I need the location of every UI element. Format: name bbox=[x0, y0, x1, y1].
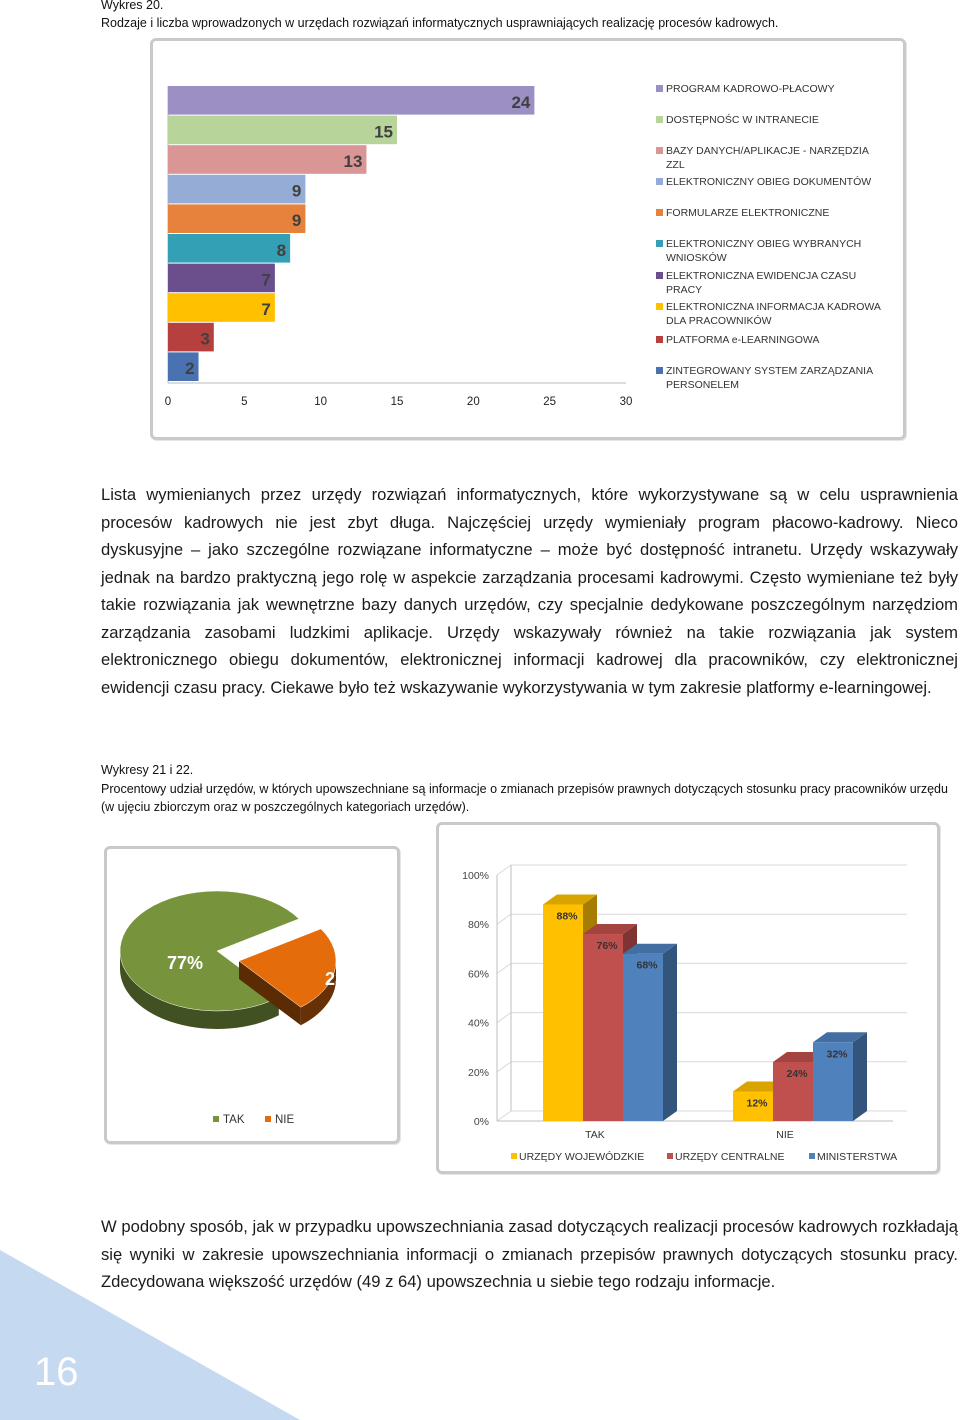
legend-swatch bbox=[656, 303, 663, 310]
column-value-label: 88% bbox=[556, 910, 578, 923]
column-value-label: 76% bbox=[596, 940, 618, 953]
x-tick-label: 0 bbox=[164, 396, 172, 408]
x-tick-label: 15 bbox=[390, 396, 404, 408]
paragraph-regulations-info: W podobny sposób, jak w przypadku upowszechniania zasad dotyczących realizacji procesów kadrowych rozkładają się wyniki w zakresie upowszechniania informacji o zmianach przepisów prawnych dotyczących stosunku pracy. Zdecydowana większość urzędów (49 z 64) upowszechnia u siebie tego rodzaju informacje. bbox=[101, 1217, 958, 1291]
pie-label-tak: 77% bbox=[166, 953, 204, 973]
legend-swatch-tak bbox=[213, 1116, 219, 1122]
legend-swatch bbox=[667, 1153, 673, 1159]
page-number: 16 bbox=[34, 1350, 79, 1394]
bar-value-label: 13 bbox=[343, 152, 363, 171]
bar-value-label: 3 bbox=[200, 329, 210, 349]
bar-value-label: 9 bbox=[291, 181, 302, 201]
legend-label: ZINTEGROWANY SYSTEM ZARZĄDZANIA bbox=[666, 365, 874, 377]
column-value-label: 68% bbox=[636, 959, 658, 972]
legend-swatch bbox=[656, 85, 663, 92]
charts2122-label: Wykresy 21 i 22. bbox=[101, 763, 194, 777]
chart22-column-chart bbox=[439, 825, 937, 1171]
bar bbox=[168, 264, 275, 293]
column-front bbox=[543, 905, 583, 1121]
y-tick-label: 60% bbox=[467, 968, 489, 981]
grid-diag bbox=[497, 914, 511, 924]
bar bbox=[168, 293, 275, 322]
x-tick-label: 30 bbox=[619, 396, 633, 408]
legend-swatch bbox=[656, 178, 663, 185]
legend-label: DLA PRACOWNIKÓW bbox=[666, 315, 772, 327]
x-tick-label: 25 bbox=[543, 396, 557, 408]
bar bbox=[168, 145, 366, 174]
chart20-label: Wykres 20. bbox=[101, 0, 164, 12]
chart20-caption: Rodzaje i liczba wprowadzonych w urzędach rozwiązań informatycznych usprawniających realizację procesów kadrowych. bbox=[101, 16, 779, 30]
legend-swatch bbox=[656, 272, 663, 279]
legend-swatch-nie bbox=[265, 1116, 271, 1122]
bar bbox=[168, 234, 290, 263]
legend-label: PLATFORMA e-LEARNINGOWA bbox=[666, 334, 820, 346]
x-tick-label: 20 bbox=[466, 396, 480, 408]
bar-value-label: 24 bbox=[511, 92, 531, 112]
bar bbox=[168, 204, 305, 233]
legend-label: PERSONELEM bbox=[666, 379, 739, 391]
chart21-frame bbox=[104, 846, 400, 1144]
legend-label: PRACY bbox=[666, 284, 703, 296]
bar-value-label: 7 bbox=[261, 300, 271, 319]
bar bbox=[168, 116, 397, 145]
x-category-label: NIE bbox=[776, 1129, 794, 1141]
legend-label: FORMULARZE ELEKTRONICZNE bbox=[666, 207, 830, 219]
legend-swatch bbox=[809, 1153, 815, 1159]
legend-swatch bbox=[656, 240, 663, 247]
grid-diag bbox=[497, 865, 511, 875]
legend-label: ZZL bbox=[666, 159, 685, 171]
legend-label-tak: TAK bbox=[223, 1114, 245, 1126]
legend-label: PROGRAM KADROWO-PŁACOWY bbox=[666, 83, 835, 95]
y-tick-label: 80% bbox=[467, 919, 489, 932]
y-tick-label: 40% bbox=[467, 1017, 489, 1030]
legend-label: ELEKTRONICZNA EWIDENCJA CZASU bbox=[666, 270, 857, 282]
legend-swatch bbox=[656, 209, 663, 216]
column-side bbox=[853, 1032, 867, 1121]
legend-swatch bbox=[656, 116, 663, 123]
legend-label-nie: NIE bbox=[275, 1114, 295, 1126]
grid-diag bbox=[497, 1062, 511, 1072]
legend-swatch bbox=[511, 1153, 517, 1159]
column-front bbox=[623, 954, 663, 1121]
legend-label: MINISTERSTWA bbox=[817, 1151, 898, 1163]
bar-value-label: 9 bbox=[291, 211, 302, 231]
bar bbox=[168, 175, 305, 204]
column-side bbox=[663, 944, 677, 1121]
legend-label: BAZY DANYCH/APLIKACJE - NARZĘDZIA bbox=[666, 145, 869, 157]
bar bbox=[168, 86, 534, 115]
legend-label: ELEKTRONICZNY OBIEG WYBRANYCH bbox=[666, 238, 862, 250]
grid-diag bbox=[497, 1111, 511, 1121]
column-value-label: 32% bbox=[826, 1048, 848, 1061]
bar-value-label: 15 bbox=[374, 122, 393, 142]
bar-value-label: 2 bbox=[185, 359, 195, 379]
legend-swatch bbox=[656, 367, 663, 374]
column-front bbox=[583, 934, 623, 1121]
legend-label: ELEKTRONICZNA INFORMACJA KADROWA bbox=[666, 301, 881, 313]
grid-diag bbox=[497, 1013, 511, 1023]
legend-label: URZĘDY CENTRALNE bbox=[675, 1151, 785, 1163]
x-tick-label: 5 bbox=[241, 396, 248, 408]
chart21-pie-chart bbox=[107, 849, 397, 1141]
legend-swatch bbox=[656, 336, 663, 343]
legend-label: WNIOSKÓW bbox=[666, 252, 727, 264]
pie-label-nie: 23% bbox=[324, 969, 362, 989]
y-tick-label: 20% bbox=[467, 1066, 489, 1079]
paragraph-it-solutions: Lista wymienianych przez urzędy rozwiązań informatycznych, które wykorzystywane są w celu usprawnienia procesów kadrowych nie jest zbyt długa. Najczęściej urzędy wymieniały program płacowo-kadrowy. Nieco dyskusyjne – jako szczególne rozwiązane informatyczne – może być dostępność intranetu. Urzędy wskazywały jednak na bardzo praktyczną jego rolę w aspekcie zarządzania procesami kadrowymi. Często wymieniane też były takie rozwiązania jak wewnętrzne bazy danych urzędów, czy specjalnie dedykowane poszczególnym narzędziom zarządzania zasobami ludzkimi aplikacje. Urzędy wskazywały również na takie rozwiązania jak system elektronicznego obiegu dokumentów, elektronicznej informacji kadrowej dla pracowników, czy elektronicznej ewidencji czasu pracy. Ciekawe było też wskazywanie wykorzystywania w tym zakresie platformy e-learningowej. bbox=[101, 485, 958, 697]
bar-value-label: 7 bbox=[261, 270, 271, 290]
legend-label: ELEKTRONICZNY OBIEG DOKUMENTÓW bbox=[666, 176, 872, 188]
grid-diag bbox=[497, 963, 511, 973]
y-tick-label: 100% bbox=[462, 870, 489, 882]
charts2122-caption: Procentowy udział urzędów, w których upowszechniane są informacje o zmianach przepisów prawnych dotyczących stosunku pracy pracowników urzędu (w ujęciu zbiorczym oraz w poszczególnych kategoriach urzędów). bbox=[101, 782, 948, 814]
chart22-frame bbox=[436, 822, 940, 1174]
column-value-label: 24% bbox=[786, 1067, 808, 1080]
legend-label: DOSTĘPNOŚC W INTRANECIE bbox=[666, 114, 819, 126]
bar-value-label: 8 bbox=[276, 240, 287, 260]
y-tick-label: 0% bbox=[473, 1116, 489, 1128]
column-value-label: 12% bbox=[746, 1097, 768, 1110]
x-tick-label: 10 bbox=[314, 396, 328, 408]
x-category-label: TAK bbox=[585, 1129, 605, 1141]
legend-label: URZĘDY WOJEWÓDZKIE bbox=[519, 1151, 645, 1163]
chart20-horizontal-bar-chart bbox=[153, 41, 903, 437]
chart20-frame bbox=[150, 38, 906, 440]
legend-swatch bbox=[656, 147, 663, 154]
